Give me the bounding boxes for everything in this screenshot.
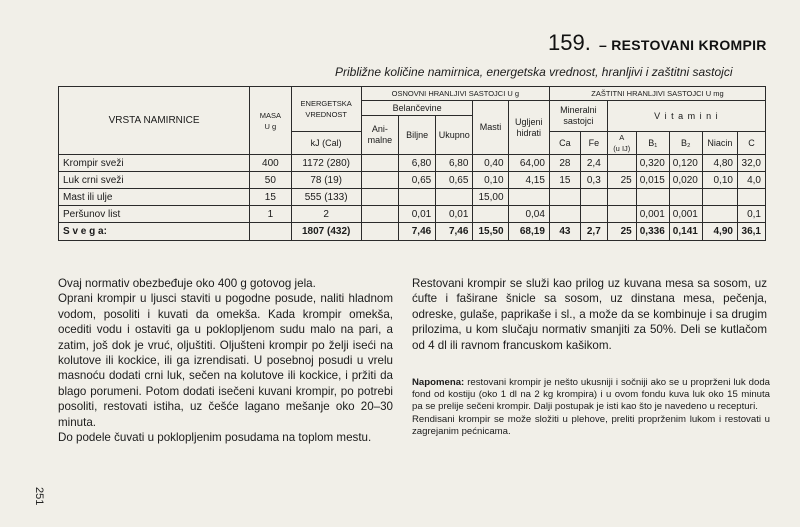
- cell-a: [607, 206, 636, 223]
- cell-b1: 0,320: [636, 155, 669, 172]
- cell-masa: 1: [250, 206, 291, 223]
- cell-b2: [669, 189, 702, 206]
- cell-masti: [473, 206, 508, 223]
- cell-niacin: 4,80: [702, 155, 737, 172]
- cell-c: 0,1: [737, 206, 765, 223]
- method-paragraph: Oprani krompir u ljusci staviti u pogodne posude, naliti hladnom vodom, posoliti i kuvati da omekša. Kada krompir omekša, oceditі vodu i ostaviti ga u poklopljenom sudu malo na pari, a zatim, još dok je vruć, oljuštiti. Oljušteni krompir po želji iseći na kolutove ili kockice, ili ga izrendisati. U posebnoj posudi u vrelu masnoću dodati crni luk, sečen na kolutove ili kockice, i pržiti da blago porumeni. Potom dodati isečeni kuvani krompir, po potrebi posoliti, restovati istiha, uz češće lagano mešanje oko 20–30 minuta.: [58, 292, 393, 429]
- cell-b1: 0,001: [636, 206, 669, 223]
- cell-ugljeni: [508, 189, 549, 206]
- header-masa: MASA U g: [250, 87, 291, 155]
- cell-niacin: [702, 206, 737, 223]
- cell-a: 25: [607, 223, 636, 241]
- cell-a: [607, 155, 636, 172]
- cell-name: Krompir sveži: [59, 155, 250, 172]
- cell-c: 4,0: [737, 172, 765, 189]
- cell-niacin: 4,90: [702, 223, 737, 241]
- table-row: [59, 172, 766, 189]
- cell-b2: 0,020: [669, 172, 702, 189]
- cell-animalne: [361, 155, 398, 172]
- cell-name: S v e g a:: [59, 223, 250, 241]
- recipe-title: – RESTOVANI KROMPIR: [598, 37, 767, 53]
- cell-masti: 0,10: [473, 172, 508, 189]
- cell-name: Mast ili ulje: [59, 189, 250, 206]
- yield-paragraph: Ovaj normativ obezbeđuje oko 400 g gotovog jela.: [58, 277, 316, 290]
- cell-kj-cal: [291, 172, 361, 189]
- cell-ca: [549, 189, 580, 206]
- cell-masa: 50: [250, 172, 291, 189]
- cell-kj-cal: [291, 189, 361, 206]
- cell-c: [737, 189, 765, 206]
- cell-c: 36,1: [737, 223, 765, 241]
- preparation-text: [58, 276, 393, 445]
- header-biljne: Biljne: [399, 116, 436, 155]
- cell-fe: 2,4: [580, 155, 607, 172]
- cell-name: Luk crni sveži: [59, 172, 250, 189]
- table-subtitle: Približne količine namirnica, energetska vrednost, hranljivi i zaštitni sastojci: [335, 65, 733, 79]
- cell-kj: 1172: [302, 157, 324, 169]
- cell-cal: (133): [324, 191, 348, 203]
- cell-b1: 0,015: [636, 172, 669, 189]
- note-block: [412, 377, 770, 438]
- cell-masa: 400: [250, 155, 291, 172]
- cell-b1: [636, 189, 669, 206]
- serving-text: [412, 276, 767, 353]
- cell-animalne: [361, 223, 398, 241]
- cell-masti: 15,50: [473, 223, 508, 241]
- header-niacin: Niacin: [702, 132, 737, 155]
- cell-masti: 0,40: [473, 155, 508, 172]
- cell-niacin: 0,10: [702, 172, 737, 189]
- header-ugljeni-hidrati: Ugljeni hidrati: [508, 101, 549, 155]
- header-osnovni: OSNOVNI HRANLJIVI SASTOJCI U g: [361, 87, 549, 101]
- cell-cal: (280): [326, 157, 350, 169]
- header-kj-cal: kJ (Cal): [291, 132, 361, 155]
- cell-fe: [580, 206, 607, 223]
- cell-name: Peršunov list: [59, 206, 250, 223]
- serving-paragraph: Restovani krompir se služi kao prilog uz kuvana mesa sa sosom, uz ćufte i faširane šnicle sa sosom, uz dinstana mesa, pečenja, odreske, gulaše, paprikaše i sl., a može da se kombinuje i sa drugim prilozima, u kom slučaju normativ smanjiti za 50%. Deli se kutlačom od 4 dl ili ravnom francuskom kašikom.: [412, 277, 767, 352]
- header-energetska: ENERGETSKA VREDNOST: [291, 87, 361, 132]
- recipe-number: 159.: [548, 30, 591, 55]
- cell-ukupno: [436, 189, 473, 206]
- header-fe: Fe: [580, 132, 607, 155]
- cell-ca: 43: [549, 223, 580, 241]
- cell-biljne: 6,80: [399, 155, 436, 172]
- cell-kj: 2: [323, 208, 329, 220]
- cell-ca: 28: [549, 155, 580, 172]
- table-row: [59, 206, 766, 223]
- note-paragraph-2: Rendisani krompir se može složiti u plehove, preliti proprženim lukom i restovati u zagrejanim pećnicama.: [412, 413, 770, 437]
- cell-kj-cal: [291, 155, 361, 172]
- cell-a: 25: [607, 172, 636, 189]
- cell-kj-cal: [291, 223, 361, 241]
- total-row: [59, 223, 766, 241]
- page-number: 251: [33, 487, 45, 506]
- cell-ukupno: 0,01: [436, 206, 473, 223]
- cell-ugljeni: 4,15: [508, 172, 549, 189]
- cell-animalne: [361, 206, 398, 223]
- cell-ukupno: 6,80: [436, 155, 473, 172]
- header-vitamini: V i t a m i n i: [607, 101, 765, 132]
- header-vitamin-a: A (u IJ): [607, 132, 636, 155]
- header-belancevine: Belančevine: [361, 101, 473, 116]
- header-mineralni: Mineralni sastojci: [549, 101, 607, 132]
- cell-masa: 15: [250, 189, 291, 206]
- cell-ugljeni: 0,04: [508, 206, 549, 223]
- cell-c: 32,0: [737, 155, 765, 172]
- header-ukupno: Ukupno: [436, 116, 473, 155]
- cell-biljne: [399, 189, 436, 206]
- cell-b1: 0,336: [636, 223, 669, 241]
- cell-animalne: [361, 172, 398, 189]
- cell-kj: 78: [310, 174, 322, 186]
- cell-fe: [580, 189, 607, 206]
- cell-animalne: [361, 189, 398, 206]
- header-b2: B₂: [669, 132, 702, 155]
- cell-fe: 2,7: [580, 223, 607, 241]
- cell-fe: 0,3: [580, 172, 607, 189]
- header-animalne: Ani- malne: [361, 116, 398, 155]
- note-label: Napomena:: [412, 377, 465, 388]
- header-zastitni: ZAŠTITNI HRANLJIVI SASTOJCI U mg: [549, 87, 765, 101]
- header-vrsta: VRSTA NAMIRNICE: [59, 87, 250, 155]
- nutrition-table: [58, 86, 766, 241]
- cell-ugljeni: 64,00: [508, 155, 549, 172]
- cell-ugljeni: 68,19: [508, 223, 549, 241]
- header-masti: Masti: [473, 101, 508, 155]
- cell-b2: 0,120: [669, 155, 702, 172]
- cell-cal: (19): [324, 174, 343, 186]
- cell-ukupno: 0,65: [436, 172, 473, 189]
- cell-masa: [250, 223, 291, 241]
- storage-paragraph: Do podele čuvati u poklopljenim posudama na toplom mestu.: [58, 431, 372, 445]
- header-b1: B₁: [636, 132, 669, 155]
- cell-cal: (432): [327, 226, 351, 237]
- cell-b2: 0,001: [669, 206, 702, 223]
- cell-biljne: 7,46: [399, 223, 436, 241]
- cell-biljne: 0,65: [399, 172, 436, 189]
- cell-ca: 15: [549, 172, 580, 189]
- note-paragraph: [412, 377, 770, 414]
- header-c: C: [737, 132, 765, 155]
- cell-kj-cal: [291, 206, 361, 223]
- cell-biljne: 0,01: [399, 206, 436, 223]
- recipe-title-block: [548, 30, 788, 58]
- cell-a: [607, 189, 636, 206]
- cell-niacin: [702, 189, 737, 206]
- cell-kj: 555: [304, 191, 322, 203]
- cell-b2: 0,141: [669, 223, 702, 241]
- cell-ca: [549, 206, 580, 223]
- table-row: [59, 189, 766, 206]
- table-row: [59, 155, 766, 172]
- cell-ukupno: 7,46: [436, 223, 473, 241]
- cell-kj: 1807: [301, 226, 325, 237]
- note-body: restovani krompir je nešto ukusniji i sočniji ako se u proprženi luk doda fond od kostiju (oko 1 dl na 2 kg krompira) i u ovom fondu kuva luk oko 15 minuta pa se prelije sečeni krompir. Dalji postupak je isti kao što je navedeno u receptuгі.: [412, 377, 770, 413]
- cell-masti: 15,00: [473, 189, 508, 206]
- header-ca: Ca: [549, 132, 580, 155]
